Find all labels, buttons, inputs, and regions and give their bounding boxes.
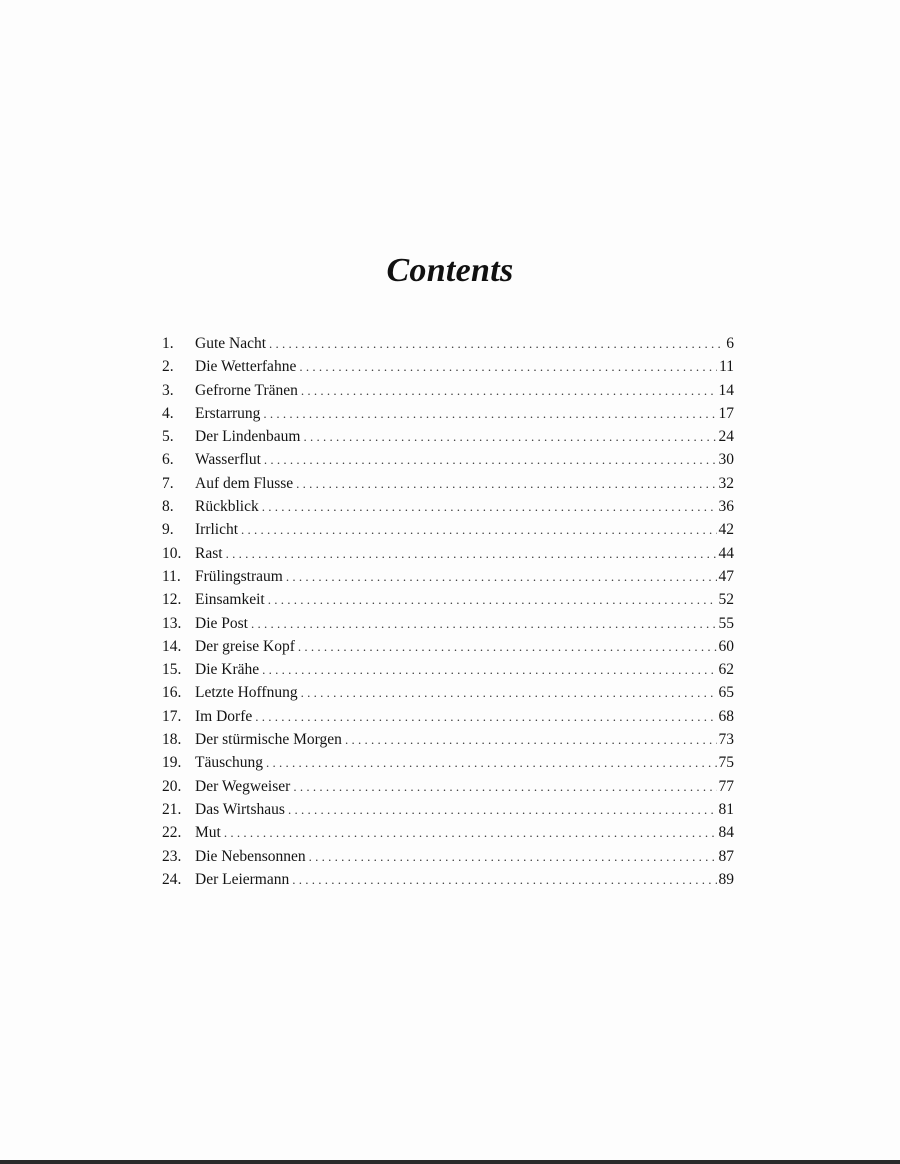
- toc-entry: [162, 635, 734, 658]
- toc-entry-page: 6: [726, 335, 734, 352]
- toc-entry-number: 14.: [162, 637, 182, 655]
- toc-entry: [162, 472, 734, 495]
- toc-entry-number: 4.: [162, 404, 174, 422]
- dot-leader: [262, 495, 717, 518]
- toc-entry-number: 18.: [162, 731, 182, 749]
- toc-entry: [162, 379, 734, 402]
- toc-entry-title: Erstarrung: [195, 404, 261, 422]
- page-title: Contents: [386, 252, 514, 289]
- toc-entry: [162, 565, 734, 588]
- toc-entry: [162, 681, 734, 704]
- toc-entry-number: 19.: [162, 754, 182, 772]
- toc-entry-title: Die Nebensonnen: [195, 847, 306, 865]
- toc-entry: [162, 495, 734, 518]
- toc-entry-number: 9.: [162, 521, 174, 539]
- table-of-contents: [162, 332, 734, 891]
- toc-entry-number: 2.: [162, 358, 174, 376]
- toc-entry-number: 13.: [162, 614, 182, 632]
- toc-entry-page: 77: [718, 777, 734, 795]
- toc-entry-page: 32: [718, 474, 734, 492]
- toc-entry-page: 75: [718, 754, 734, 772]
- dot-leader: [268, 588, 717, 611]
- toc-entry-number: 7.: [162, 474, 174, 492]
- dot-leader: [262, 658, 716, 681]
- toc-entry-title: Frülingstraum: [195, 567, 283, 585]
- toc-entry-number: 8.: [162, 498, 174, 516]
- dot-leader: [345, 728, 717, 751]
- toc-entry-page: 62: [718, 661, 734, 679]
- dot-leader: [251, 612, 717, 635]
- dot-leader: [301, 379, 717, 402]
- toc-entry: [162, 821, 734, 844]
- dot-leader: [286, 565, 717, 588]
- toc-entry: [162, 798, 734, 821]
- toc-entry-title: Mut: [195, 824, 221, 842]
- toc-entry: [162, 612, 734, 635]
- toc-entry-page: 42: [718, 521, 734, 539]
- toc-entry-page: 89: [718, 870, 734, 888]
- toc-entry-title: Gute Nacht: [195, 335, 267, 352]
- toc-entry-number: 11.: [162, 567, 181, 585]
- toc-entry: [162, 355, 734, 378]
- toc-entry-number: 12.: [162, 591, 182, 609]
- dot-leader: [269, 332, 724, 355]
- toc-entry-page: 14: [718, 381, 734, 399]
- toc-entry-title: Rast: [195, 544, 223, 562]
- toc-entry-number: 1.: [162, 335, 174, 352]
- toc-entry-title: Die Wetterfahne: [195, 358, 297, 376]
- toc-entry-number: 6.: [162, 451, 174, 469]
- toc-entry-title: Der Leiermann: [195, 870, 290, 888]
- toc-entry-page: 47: [718, 567, 734, 585]
- dot-leader: [292, 868, 716, 891]
- dot-leader: [264, 448, 717, 471]
- toc-entry: [162, 402, 734, 425]
- toc-entry: [162, 775, 734, 798]
- toc-entry: [162, 658, 734, 681]
- toc-entry-title: Im Dorfe: [195, 707, 253, 725]
- toc-entry-page: 84: [718, 824, 734, 842]
- toc-entry-page: 36: [718, 498, 734, 516]
- toc-entry-page: 65: [718, 684, 734, 702]
- dot-leader: [293, 775, 716, 798]
- toc-entry-page: 17: [718, 404, 734, 422]
- dot-leader: [263, 402, 716, 425]
- toc-entry-title: Der greise Kopf: [195, 637, 295, 655]
- toc-entry: [162, 845, 734, 868]
- toc-entry-page: 55: [718, 614, 734, 632]
- toc-entry-title: Täuschung: [195, 754, 264, 772]
- toc-entry-title: Letzte Hoffnung: [195, 684, 298, 702]
- toc-entry-title: Der Lindenbaum: [195, 428, 301, 446]
- toc-entry-number: 16.: [162, 684, 182, 702]
- toc-entry: [162, 448, 734, 471]
- toc-entry-number: 24.: [162, 870, 182, 888]
- toc-entry-title: Wasserflut: [195, 451, 261, 469]
- dot-leader: [296, 472, 716, 495]
- dot-leader: [299, 355, 717, 378]
- toc-entry-number: 3.: [162, 381, 174, 399]
- toc-entry-number: 21.: [162, 800, 182, 818]
- toc-entry-title: Das Wirtshaus: [195, 800, 285, 818]
- toc-entry-page: 30: [718, 451, 734, 469]
- toc-entry-page: 73: [718, 731, 734, 749]
- dot-leader: [241, 518, 716, 541]
- toc-entry-page: 52: [718, 591, 734, 609]
- toc-entry-number: 22.: [162, 824, 182, 842]
- toc-entry-title: Irrlicht: [195, 521, 239, 539]
- toc-entry-number: 23.: [162, 847, 182, 865]
- dot-leader: [298, 635, 717, 658]
- toc-entry-title: Auf dem Flusse: [195, 474, 294, 492]
- toc-entry-page: 24: [718, 428, 734, 446]
- toc-entry-title: Gefrorne Tränen: [195, 381, 298, 399]
- toc-entry: [162, 728, 734, 751]
- toc-entry-page: 11: [719, 358, 734, 376]
- toc-entry-number: 15.: [162, 661, 182, 679]
- toc-entry-title: Die Post: [195, 614, 248, 632]
- toc-entry: [162, 705, 734, 728]
- toc-entry-page: 68: [718, 707, 734, 725]
- toc-entry-title: Die Krähe: [195, 661, 260, 679]
- toc-entry-title: Rückblick: [195, 498, 259, 516]
- toc-entry: [162, 868, 734, 891]
- dot-leader: [288, 798, 717, 821]
- bottom-edge-rule: [0, 1160, 900, 1164]
- toc-entry: [162, 518, 734, 541]
- toc-entry-number: 20.: [162, 777, 182, 795]
- dot-leader: [226, 542, 717, 565]
- toc-entry-page: 44: [718, 544, 734, 562]
- dot-leader: [266, 751, 716, 774]
- dot-leader: [301, 681, 717, 704]
- toc-entry: [162, 588, 734, 611]
- toc-entry: [162, 542, 734, 565]
- toc-entry-number: 17.: [162, 707, 182, 725]
- toc-entry: [162, 425, 734, 448]
- toc-entry-title: Der stürmische Morgen: [195, 731, 342, 749]
- toc-entry-page: 60: [718, 637, 734, 655]
- toc-entry: [162, 751, 734, 774]
- toc-entry-number: 5.: [162, 428, 174, 446]
- toc-entry-number: 10.: [162, 544, 182, 562]
- toc-entry: [162, 332, 734, 355]
- dot-leader: [303, 425, 716, 448]
- dot-leader: [309, 845, 717, 868]
- toc-entry-title: Der Wegweiser: [195, 777, 291, 795]
- dot-leader: [255, 705, 716, 728]
- toc-entry-page: 87: [718, 847, 734, 865]
- toc-entry-page: 81: [718, 800, 734, 818]
- toc-entry-title: Einsamkeit: [195, 591, 265, 609]
- dot-leader: [224, 821, 717, 844]
